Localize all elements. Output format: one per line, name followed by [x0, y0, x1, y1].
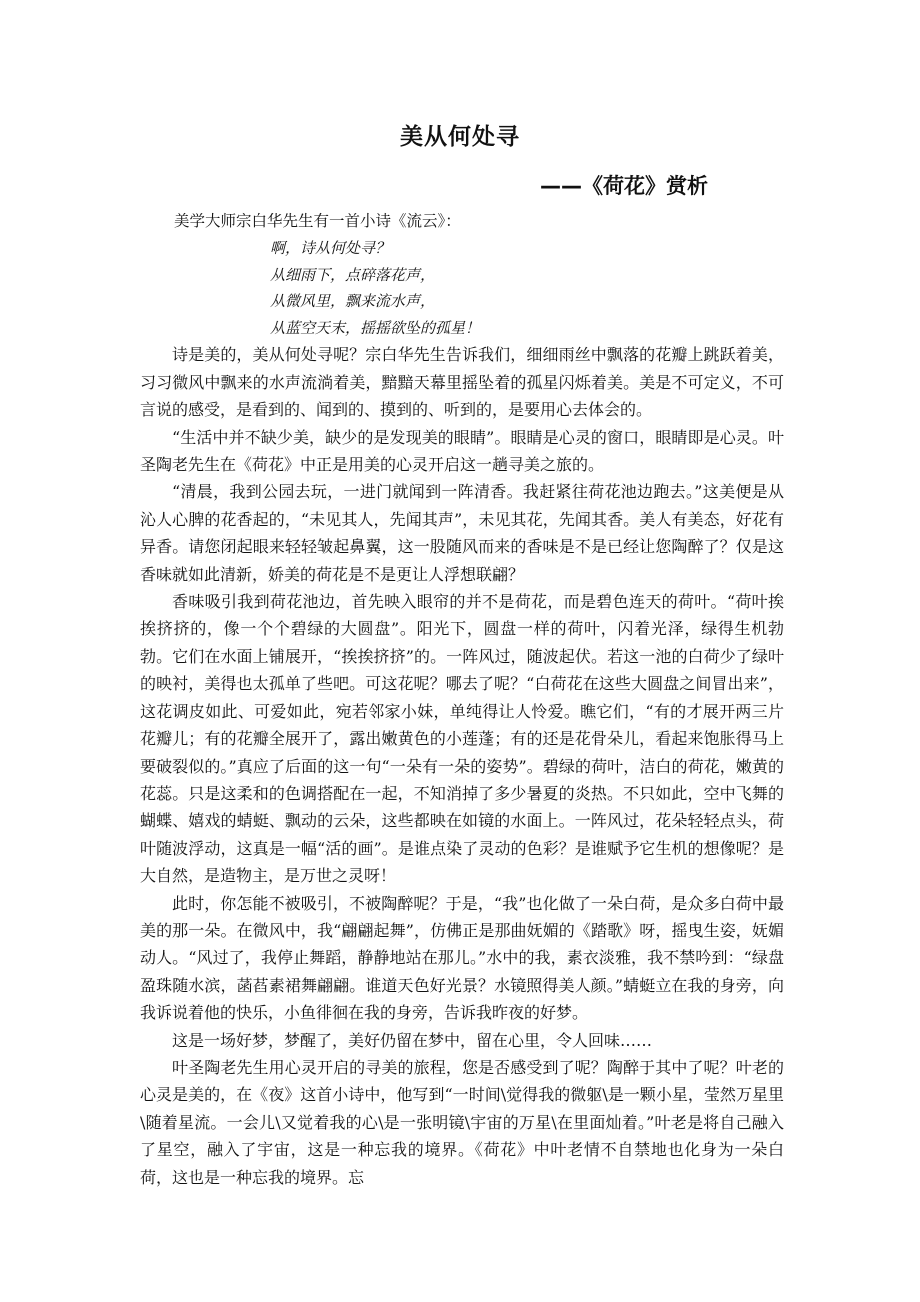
poem-line: 从微风里，飘来流水声， [270, 292, 436, 311]
body-paragraph: 叶圣陶老先生用心灵开启的寻美的旅程，您是否感受到了呢？陶醉于其中了呢？叶老的心灵是美的，在《夜》这首小诗中，他写到“一时间\觉得我的微躯\是一颗小星，莹然万星里\随着星流。一会儿\又觉着我的心\是一张明镜\宇宙的万星\在里面灿着。”叶老是将自己融入了星空，融入了宇宙，这是一种忘我的境界。《荷花》中叶老情不自禁地也化身为一朵白荷，这也是一种忘我的境界。忘 [140, 1057, 784, 1187]
quoted-poem [270, 235, 784, 341]
document-body [140, 208, 784, 1191]
document-title: 美从何处寻 [400, 124, 520, 150]
body-paragraph: 这是一场好梦，梦醒了，美好仍留在梦中，留在心里，令人回味…… [172, 1030, 653, 1050]
body-paragraph: 香味吸引我到荷花池边，首先映入眼帘的并不是荷花，而是碧色连天的荷叶。“荷叶挨挨挤挤的，像一个个碧绿的大圆盘”。阳光下，圆盘一样的荷叶，闪着光泽，绿得生机勃勃。它们在水面上铺展开，“挨挨挤挤”的。一阵风过，随波起伏。若这一池的白荷少了绿叶的映衬，美得也太孤单了些吧。可这花呢？哪去了呢？“白荷花在这些大圆盘之间冒出来”，这花调皮如此、可爱如此，宛若邻家小妹，单纯得让人怜爱。瞧它们，“有的才展开两三片花瓣儿；有的花瓣全展开了，露出嫩黄色的小莲蓬；有的还是花骨朵儿，看起来饱胀得马上要破裂似的。”真应了后面的这一句“一朵有一朵的姿势”。碧绿的荷叶，洁白的荷花，嫩黄的花蕊。只是这柔和的色调搭配在一起，不知消掉了多少暑夏的炎热。不只如此，空中飞舞的蝴蝶、嬉戏的蜻蜓、飘动的云朵，这些都映在如镜的水面上。一阵风过，花朵轻轻点头，荷叶随波浮动，这真是一幅“活的画”。是谁点染了灵动的色彩？是谁赋予它生机的想像呢？是大自然，是造物主，是万世之灵呀！ [140, 592, 784, 886]
body-paragraph: “生活中并不缺少美，缺少的是发现美的眼睛”。眼睛是心灵的窗口，眼睛即是心灵。叶圣陶老先生在《荷花》中正是用美的心灵开启这一趟寻美之旅的。 [140, 427, 784, 475]
poem-line: 从细雨下，点碎落花声， [270, 265, 436, 284]
poem-line: 从蓝空天末，摇摇欲坠的孤星！ [270, 318, 481, 337]
body-paragraph: 此时，你怎能不被吸引，不被陶醉呢？于是，“我”也化做了一朵白荷，是众多白荷中最美的那一朵。在微风中，我“翩翩起舞”，仿佛正是那曲妩媚的《踏歌》呀，摇曳生姿，妩媚动人。“风过了，我停止舞蹈，静静地站在那儿。”水中的我，素衣淡雅，我不禁吟到：“绿盘盈珠随水滨，菡萏素裙舞翩翩。谁道天色好光景？水镜照得美人颜。”蜻蜓立在我的身旁，向我诉说着他的快乐，小鱼徘徊在我的身旁，告诉我昨夜的好梦。 [140, 893, 784, 1023]
poem-line: 啊，诗从何处寻？ [270, 239, 391, 258]
body-paragraph: “清晨，我到公园去玩，一进门就闻到一阵清香。我赶紧往荷花池边跑去。”这美便是从沁人心脾的花香起的，“未见其人，先闻其声”，未见其花，先闻其香。美人有美态，好花有异香。请您闭起眼来轻轻皱起鼻翼，这一股随风而来的香味是不是已经让您陶醉了？仅是这香味就如此清新，娇美的荷花是不是更让人浮想联翩？ [140, 482, 784, 584]
intro-paragraph: 美学大师宗白华先生有一首小诗《流云》： [174, 212, 461, 230]
body-paragraph: 诗是美的，美从何处寻呢？宗白华先生告诉我们，细细雨丝中飘落的花瓣上跳跃着美，习习微风中飘来的水声流淌着美，黯黯天幕里摇坠着的孤星闪烁着美。美是不可定义，不可言说的感受，是看到的、闻到的、摸到的、听到的，是要用心去体会的。 [140, 345, 784, 420]
document-subtitle: ——《荷花》赏析 [540, 174, 708, 198]
